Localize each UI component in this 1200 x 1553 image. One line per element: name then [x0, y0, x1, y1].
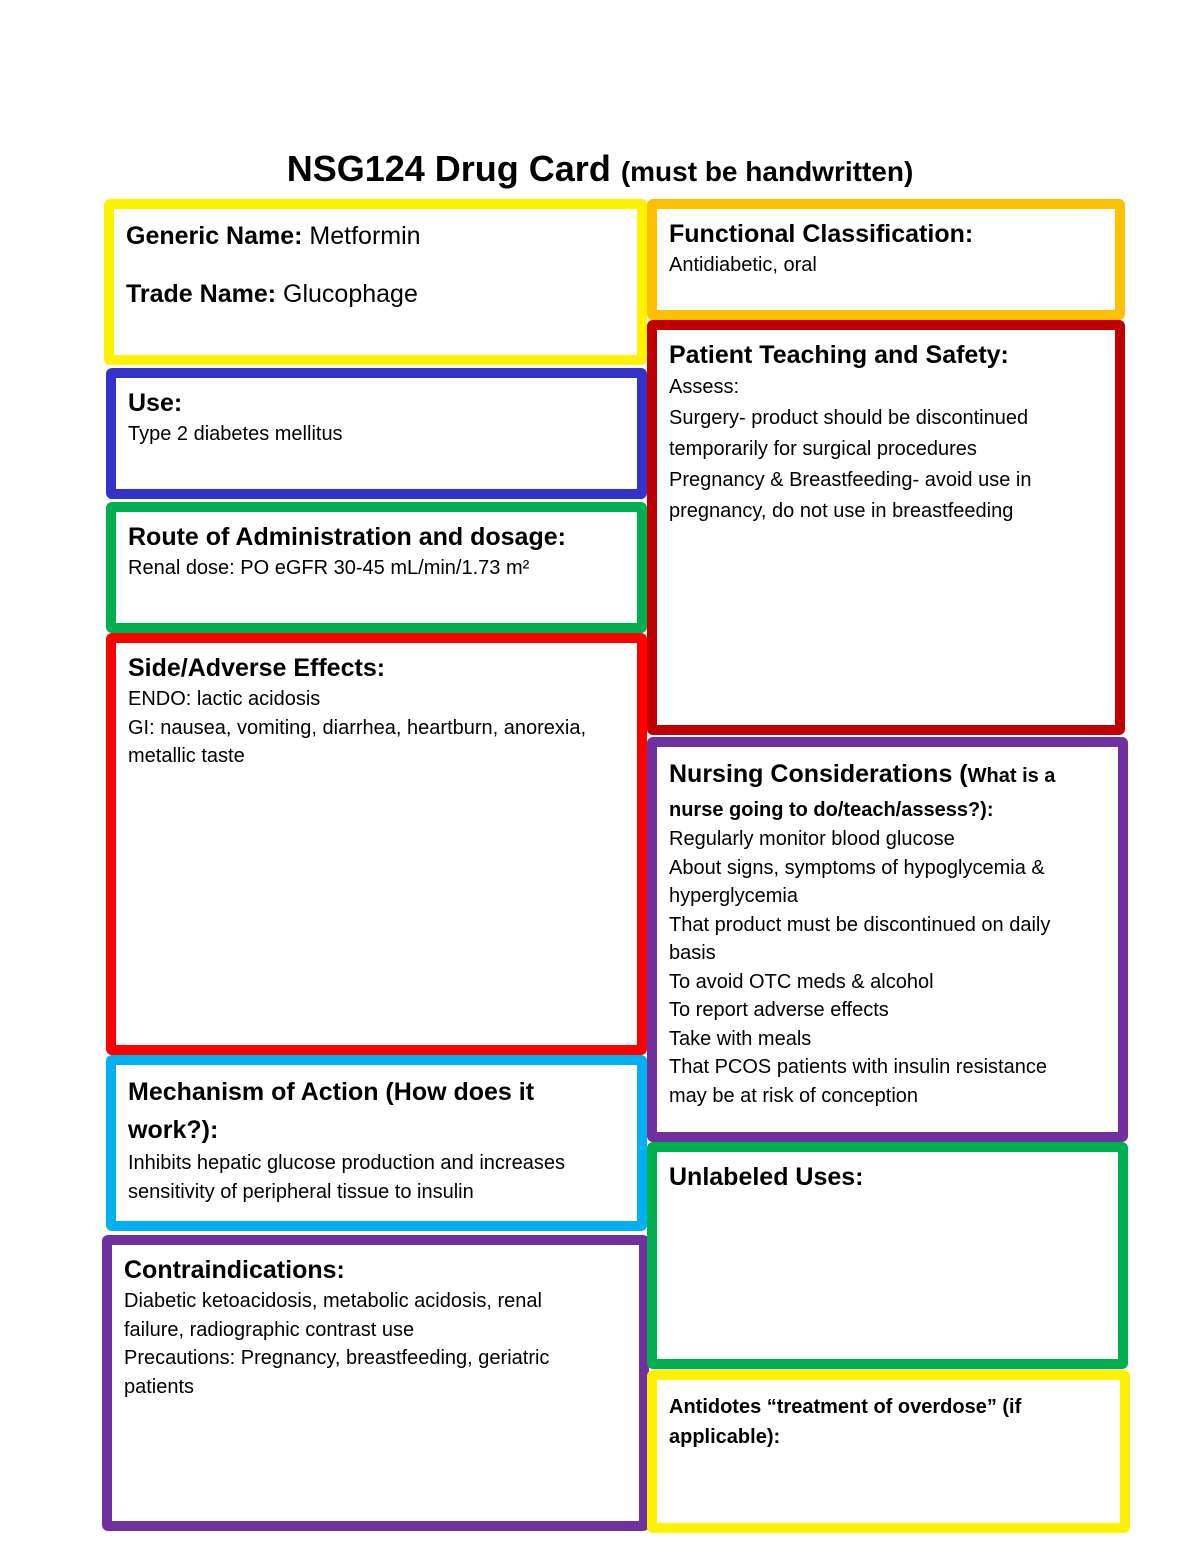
title-main: NSG124 Drug Card — [286, 148, 611, 189]
mechanism-line: sensitivity of peripheral tissue to insulin — [128, 1180, 474, 1203]
route-heading: Route of Administration and dosage: — [128, 523, 566, 551]
nursing-line: About signs, symptoms of hypoglycemia & — [669, 856, 1045, 879]
use-box — [106, 368, 647, 499]
contraindications-line: Precautions: Pregnancy, breastfeeding, geriatric — [124, 1347, 550, 1369]
classification-heading: Functional Classification: — [669, 220, 974, 248]
title-sub: (must be handwritten) — [620, 156, 914, 187]
generic-name-line — [126, 219, 625, 253]
side-effects-heading: Side/Adverse Effects: — [128, 654, 386, 682]
contraindications-box — [102, 1235, 649, 1531]
page-title — [0, 148, 1200, 190]
nursing-heading-main: Nursing Considerations ( — [669, 760, 968, 788]
nursing-line: To report adverse effects — [669, 999, 889, 1021]
contraindications-line: patients — [124, 1375, 195, 1398]
names-box — [104, 199, 647, 365]
teaching-box — [647, 320, 1125, 735]
classification-box — [647, 199, 1125, 320]
teaching-line: Assess: — [669, 376, 740, 398]
side-effects-line: ENDO: lactic acidosis — [128, 688, 321, 710]
nursing-line: may be at risk of conception — [669, 1084, 919, 1107]
contraindications-line: failure, radiographic contrast use — [124, 1318, 415, 1341]
generic-name-value: Metformin — [309, 222, 421, 250]
use-heading: Use: — [128, 389, 183, 417]
contraindications-line: Diabetic ketoacidosis, metabolic acidosis, renal — [124, 1290, 542, 1312]
mechanism-line: Inhibits hepatic glucose production and increases — [128, 1152, 565, 1174]
nursing-line: That PCOS patients with insulin resistance — [669, 1056, 1047, 1078]
mechanism-heading-cont: work?): — [128, 1116, 219, 1144]
contraindications-heading: Contraindications: — [124, 1256, 345, 1284]
nursing-line: That product must be discontinued on daily — [669, 913, 1051, 936]
nursing-box — [647, 737, 1128, 1142]
side-effects-box — [106, 633, 647, 1055]
mechanism-heading: Mechanism of Action (How does it — [128, 1078, 535, 1106]
nursing-line: hyperglycemia — [669, 885, 798, 907]
teaching-line: pregnancy, do not use in breastfeeding — [669, 500, 1014, 522]
classification-line: Antidiabetic, oral — [669, 254, 817, 276]
route-line: Renal dose: PO eGFR 30-45 mL/min/1.73 m² — [128, 557, 530, 579]
trade-name-line — [126, 277, 625, 311]
teaching-heading: Patient Teaching and Safety: — [669, 341, 1009, 369]
generic-name-label: Generic Name: — [126, 222, 303, 250]
trade-name-value: Glucophage — [283, 280, 418, 308]
nursing-heading-question: What is a — [967, 765, 1056, 787]
route-box — [106, 502, 647, 633]
nursing-heading — [669, 755, 1106, 795]
nursing-heading-cont: nurse going to do/teach/assess?): — [669, 799, 994, 821]
unlabeled-uses-heading: Unlabeled Uses: — [669, 1163, 864, 1191]
side-effects-line: metallic taste — [128, 745, 245, 767]
teaching-line: Pregnancy & Breastfeeding- avoid use in — [669, 469, 1032, 491]
nursing-line: Regularly monitor blood glucose — [669, 828, 955, 850]
teaching-line: temporarily for surgical procedures — [669, 438, 977, 460]
trade-name-label: Trade Name: — [126, 280, 277, 308]
side-effects-line: GI: nausea, vomiting, diarrhea, heartburn, anorexia, — [128, 716, 587, 739]
antidotes-heading: Antidotes “treatment of overdose” (if — [669, 1396, 1022, 1418]
unlabeled-uses-box — [647, 1142, 1128, 1369]
nursing-line: Take with meals — [669, 1027, 812, 1050]
antidotes-heading-cont: applicable): — [669, 1426, 781, 1448]
nursing-line: basis — [669, 942, 716, 964]
use-line: Type 2 diabetes mellitus — [128, 423, 343, 445]
teaching-line: Surgery- product should be discontinued — [669, 407, 1029, 429]
nursing-line: To avoid OTC meds & alcohol — [669, 970, 934, 993]
mechanism-box — [106, 1055, 647, 1231]
antidotes-box — [647, 1370, 1130, 1533]
